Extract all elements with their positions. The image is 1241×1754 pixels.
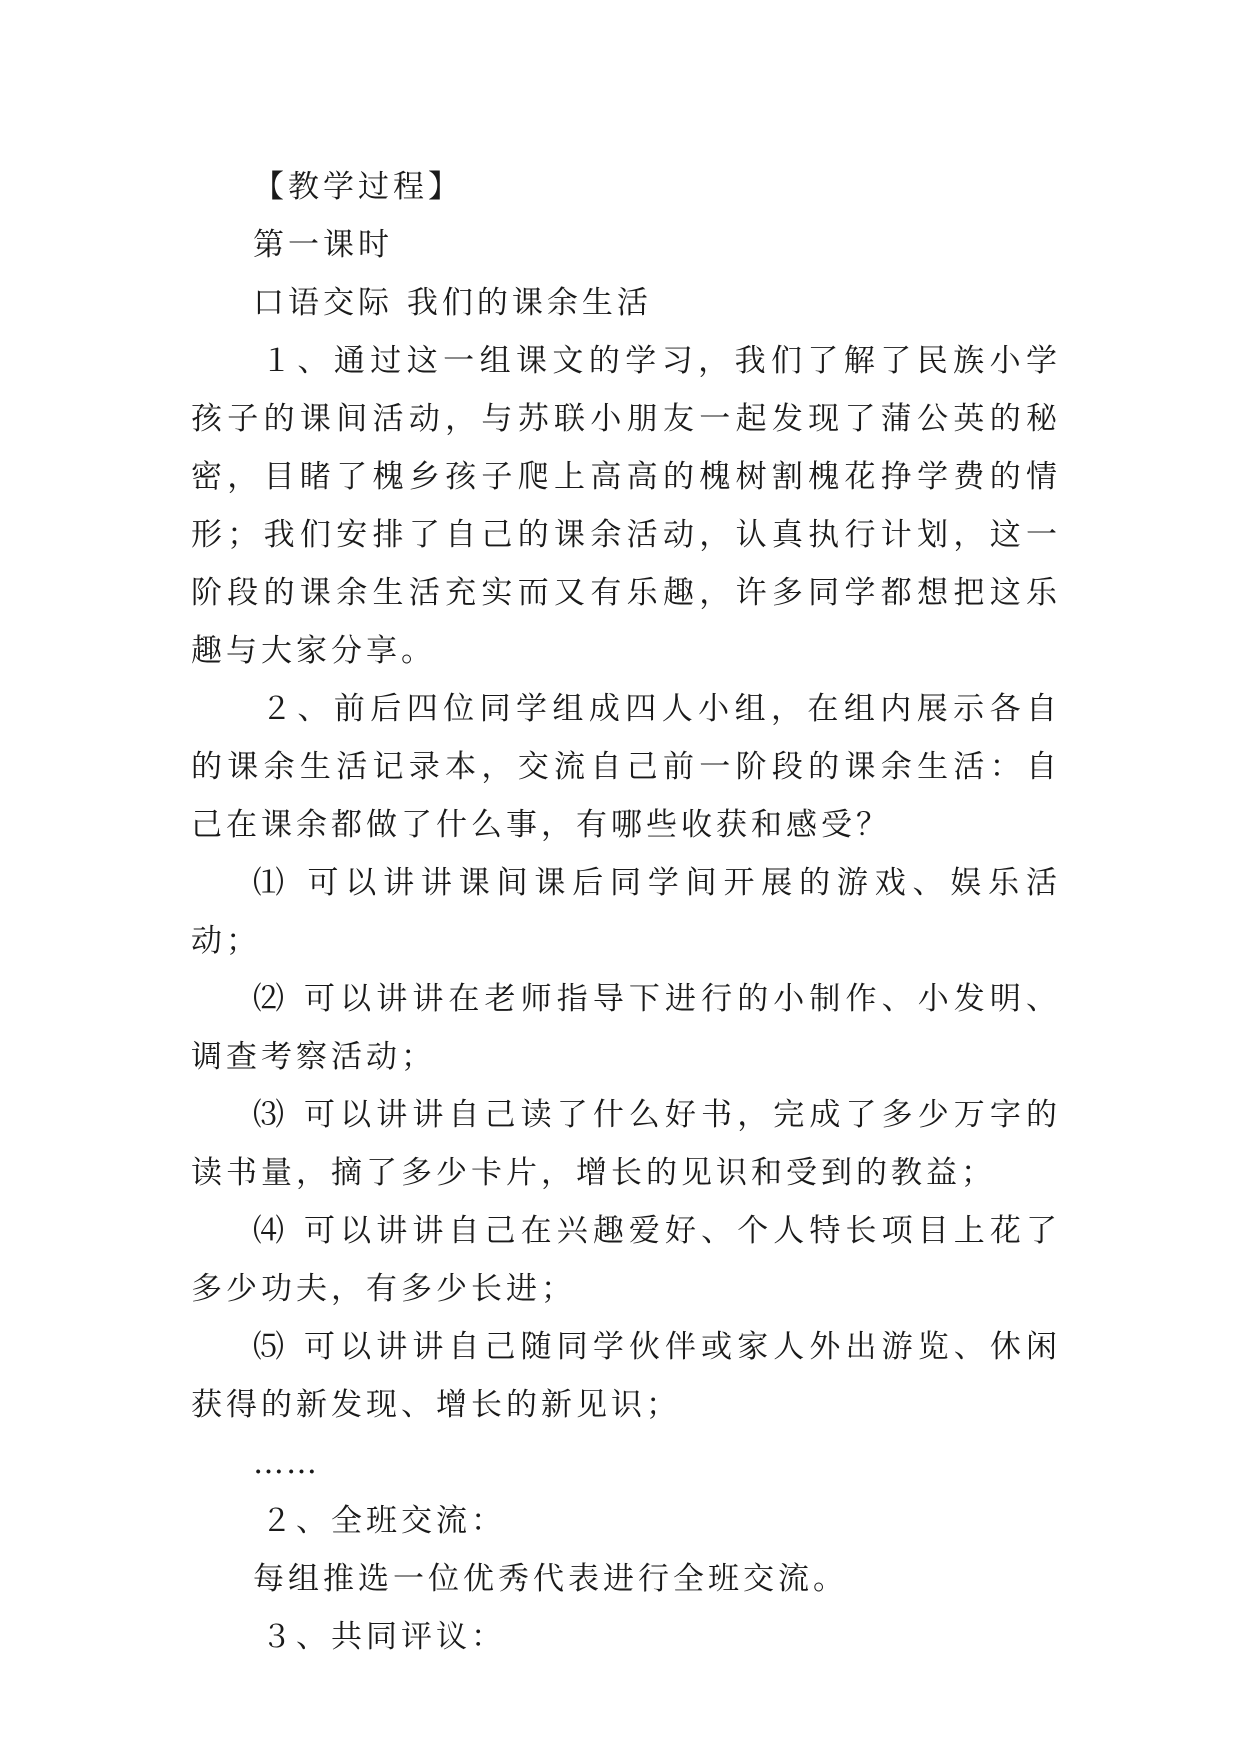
step-3-heading: ３、共同评议： <box>261 1619 506 1655</box>
ellipsis: …… <box>253 1445 319 1481</box>
section-heading: 【教学过程】 <box>253 169 463 205</box>
list-item-3: ⑶ 可以讲讲自己读了什么好书，完成了多少万字的读书量，摘了多少卡片，增长的见识和受到的教益； <box>191 1097 1061 1191</box>
step-2-heading: ２、全班交流： <box>261 1503 506 1539</box>
step-2-detail: 每组推选一位优秀代表进行全班交流。 <box>253 1561 848 1597</box>
topic-title: 口语交际 我们的课余生活 <box>253 285 652 321</box>
document-body <box>191 158 1061 1666</box>
paragraph-2: ２、前后四位同学组成四人小组，在组内展示各自的课余生活记录本，交流自己前一阶段的课余生活：自己在课余都做了什么事，有哪些收获和感受？ <box>191 691 1061 843</box>
lesson-title: 第一课时 <box>253 227 393 263</box>
list-item-5: ⑸ 可以讲讲自己随同学伙伴或家人外出游览、休闲获得的新发现、增长的新见识； <box>191 1329 1061 1423</box>
paragraph-1: １、通过这一组课文的学习，我们了解了民族小学孩子的课间活动，与苏联小朋友一起发现了蒲公英的秘密，目睹了槐乡孩子爬上高高的槐树割槐花挣学费的情形；我们安排了自己的课余活动，认真执行计划，这一阶段的课余生活充实而又有乐趣，许多同学都想把这乐趣与大家分享。 <box>191 343 1061 669</box>
list-item-2: ⑵ 可以讲讲在老师指导下进行的小制作、小发明、调查考察活动； <box>191 981 1061 1075</box>
list-item-1: ⑴ 可以讲讲课间课后同学间开展的游戏、娱乐活动； <box>191 865 1061 959</box>
list-item-4: ⑷ 可以讲讲自己在兴趣爱好、个人特长项目上花了多少功夫，有多少长进； <box>191 1213 1061 1307</box>
